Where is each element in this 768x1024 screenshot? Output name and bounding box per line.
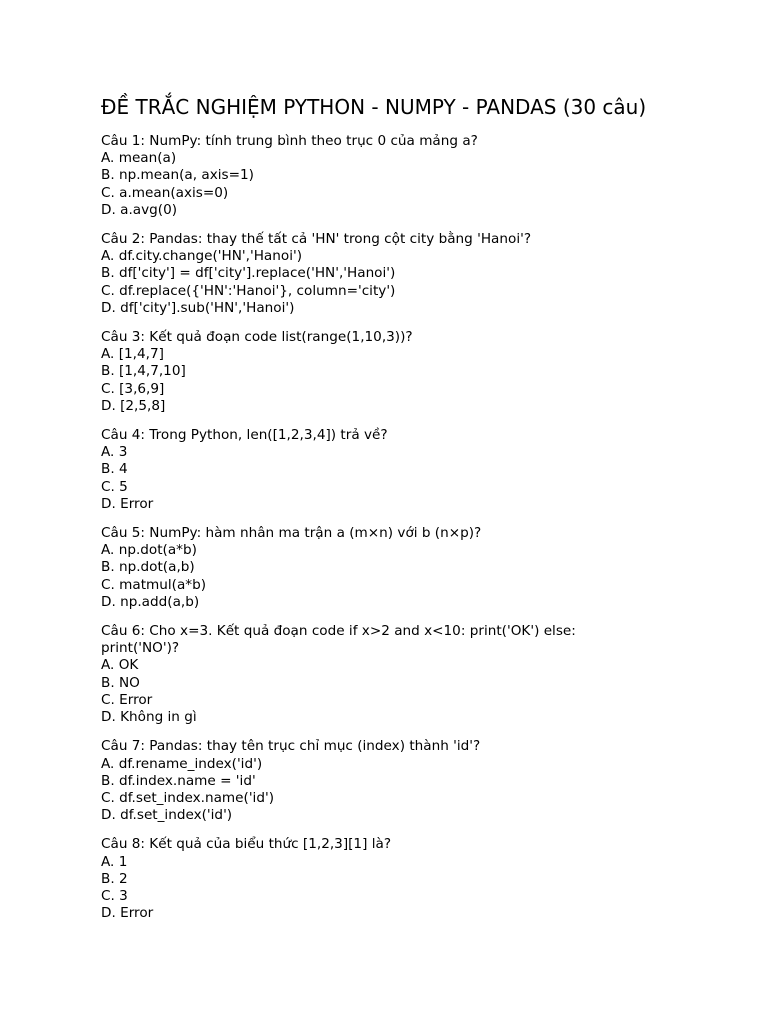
option-a: A. 1	[101, 853, 128, 870]
option-a: A. [1,4,7]	[101, 346, 164, 363]
option-b: B. df.index.name = 'id'	[101, 772, 256, 789]
option-a: A. mean(a)	[101, 150, 177, 167]
question-8	[101, 836, 701, 922]
option-b: B. 4	[101, 461, 128, 478]
option-c: C. 5	[101, 478, 128, 495]
question-6	[101, 623, 701, 726]
option-d: D. Error	[101, 905, 154, 922]
question-7	[101, 738, 701, 824]
option-c: C. df.set_index.name('id')	[101, 789, 275, 806]
question-text: Câu 4: Trong Python, len([1,2,3,4]) trả về?	[101, 427, 388, 444]
question-text: Câu 6: Cho x=3. Kết quả đoạn code if x>2 and x<10: print('OK') else: print('NO')?	[101, 623, 576, 657]
question-5	[101, 525, 701, 611]
option-d: D. a.avg(0)	[101, 201, 178, 218]
option-b: B. NO	[101, 674, 140, 691]
option-a: A. OK	[101, 657, 139, 674]
option-d: D. [2,5,8]	[101, 397, 166, 414]
question-text: Câu 1: NumPy: tính trung bình theo trục 0 của mảng a?	[101, 133, 478, 149]
question-text: Câu 7: Pandas: thay tên trục chỉ mục (index) thành 'id'?	[101, 738, 481, 755]
option-c: C. a.mean(axis=0)	[101, 184, 229, 201]
question-3	[101, 329, 701, 415]
document-title: ĐỀ TRẮC NGHIỆM PYTHON - NUMPY - PANDAS (30 câu)	[101, 95, 647, 119]
option-d: D. df['city'].sub('HN','Hanoi')	[101, 299, 295, 316]
option-a: A. 3	[101, 444, 128, 461]
document-page	[101, 93, 701, 934]
question-text: Câu 8: Kết quả của biểu thức [1,2,3][1] là?	[101, 836, 392, 853]
option-b: B. 2	[101, 870, 128, 887]
option-d: D. df.set_index('id')	[101, 807, 233, 824]
question-2	[101, 231, 701, 317]
question-1	[101, 133, 701, 219]
option-a: A. df.rename_index('id')	[101, 755, 263, 772]
question-text: Câu 5: NumPy: hàm nhân ma trận a (m×n) với b (n×p)?	[101, 525, 482, 542]
option-d: D. Error	[101, 495, 154, 512]
option-c: C. df.replace({'HN':'Hanoi'}, column='city')	[101, 282, 396, 299]
option-a: A. np.dot(a*b)	[101, 542, 197, 559]
option-c: C. 3	[101, 887, 128, 904]
question-text: Câu 2: Pandas: thay thế tất cả 'HN' trong cột city bằng 'Hanoi'?	[101, 231, 532, 248]
option-c: C. Error	[101, 691, 153, 708]
option-c: C. [3,6,9]	[101, 380, 165, 397]
option-d: D. Không in gì	[101, 709, 197, 726]
option-d: D. np.add(a,b)	[101, 593, 200, 610]
option-b: B. df['city'] = df['city'].replace('HN','Hanoi')	[101, 265, 396, 282]
question-text: Câu 3: Kết quả đoạn code list(range(1,10,3))?	[101, 329, 413, 346]
option-b: B. [1,4,7,10]	[101, 363, 186, 380]
option-b: B. np.mean(a, axis=1)	[101, 167, 254, 184]
option-b: B. np.dot(a,b)	[101, 559, 195, 576]
question-4	[101, 427, 701, 513]
option-a: A. df.city.change('HN','Hanoi')	[101, 248, 303, 265]
option-c: C. matmul(a*b)	[101, 576, 207, 593]
